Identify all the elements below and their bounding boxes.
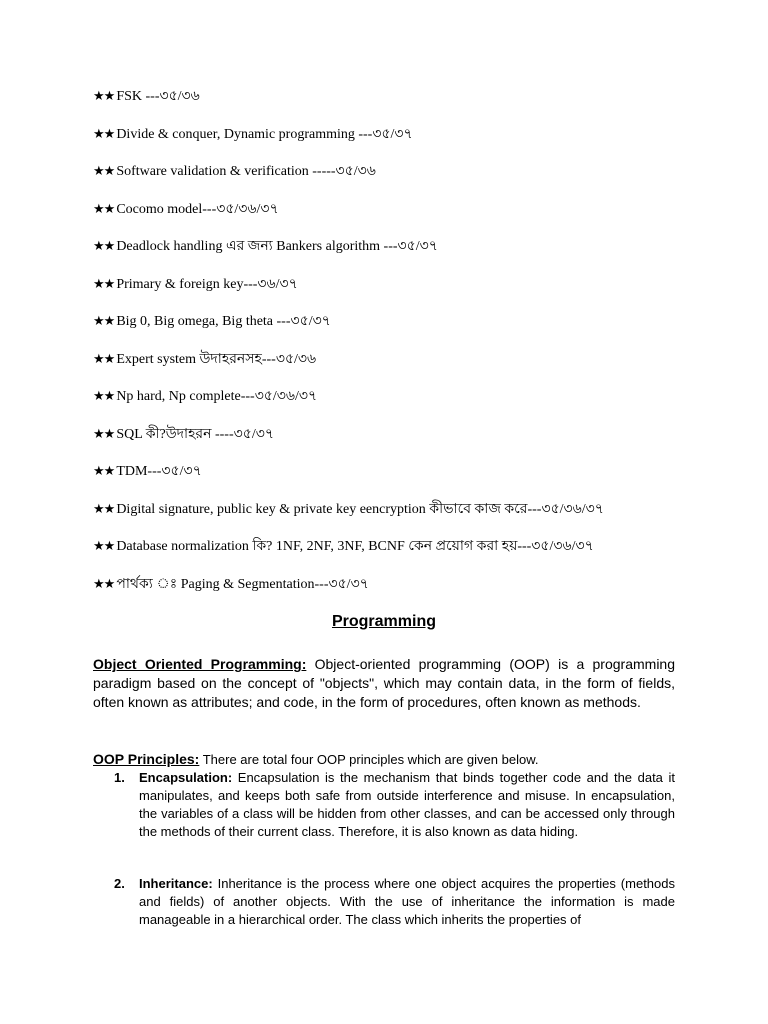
topic-text: পার্থক্য ঃ Paging & Segmentation---৩৫/৩৭ (116, 577, 369, 592)
topic-item (93, 163, 376, 181)
topic-text: Primary & foreign key---৩৬/৩৭ (116, 277, 298, 292)
star-icon: ★★ (93, 464, 115, 479)
item-name: Encapsulation: (139, 770, 233, 785)
topic-text: Np hard, Np complete---৩৫/৩৬/৩৭ (116, 389, 318, 404)
principles-term: OOP Principles: (93, 751, 200, 767)
star-icon: ★★ (93, 352, 115, 367)
star-icon: ★★ (93, 502, 115, 517)
topic-text: Big 0, Big omega, Big theta ---৩৫/৩৭ (116, 314, 331, 329)
topic-text: FSK ---৩৫/৩৬ (116, 89, 200, 104)
topic-item (93, 388, 317, 406)
section-heading: Programming (331, 613, 436, 630)
topic-item (93, 538, 594, 556)
topic-item (93, 501, 604, 519)
topic-item (93, 313, 331, 331)
topic-text: SQL কী?উদাহরন ----৩৫/৩৭ (116, 427, 274, 442)
principles-intro (93, 750, 675, 769)
star-icon: ★★ (93, 389, 115, 404)
star-icon: ★★ (93, 164, 115, 179)
star-icon: ★★ (93, 239, 115, 254)
star-icon: ★★ (93, 314, 115, 329)
topic-text: Digital signature, public key & private key eencryption কীভাবে কাজ করে---৩৫/৩৬/৩৭ (116, 502, 604, 517)
star-icon: ★★ (93, 277, 115, 292)
topic-item (93, 201, 279, 219)
principles-text: There are total four OOP principles which are given below. (199, 752, 539, 767)
star-icon: ★★ (93, 539, 115, 554)
topic-item (93, 351, 316, 369)
topic-item (93, 88, 200, 106)
list-number: 2. (114, 876, 125, 891)
item-text: Encapsulation is the mechanism that binds together code and the data it manipulates, and keeps both safe from outside interference and misuse. In encapsulation, the variables of a class will be hidden from other classes, and can be accessed only through the methods of their current class. Therefore, it is also known as data hiding. (139, 770, 675, 839)
topic-text: Database normalization কি? 1NF, 2NF, 3NF, BCNF কেন প্রয়োগ করা হয়---৩৫/৩৬/৩৭ (116, 539, 594, 554)
topic-item (93, 463, 202, 481)
topic-text: Software validation & verification -----৩৫/৩৬ (116, 164, 376, 179)
star-icon: ★★ (93, 577, 115, 592)
topic-item (93, 276, 298, 294)
item-name: Inheritance: (139, 876, 213, 891)
topic-item (93, 238, 438, 256)
topic-item (93, 426, 274, 444)
topic-item (93, 126, 413, 144)
item-text: Inheritance is the process where one object acquires the properties (methods and fields) of another objects. With the use of inheritance the information is made manageable in a hierarchical order. The class which inherits the properties of (139, 876, 675, 927)
star-icon: ★★ (93, 202, 115, 217)
topic-text: Deadlock handling এর জন্য Bankers algorithm ---৩৫/৩৭ (116, 239, 438, 254)
oop-paragraph (93, 655, 675, 712)
topic-text: Expert system উদাহরনসহ---৩৫/৩৬ (116, 352, 317, 367)
topic-text: TDM---৩৫/৩৭ (116, 464, 202, 479)
star-icon: ★★ (93, 127, 115, 142)
star-icon: ★★ (93, 89, 115, 104)
list-item (114, 875, 675, 929)
oop-term: Object Oriented Programming: (93, 656, 307, 672)
topic-item (93, 576, 369, 594)
list-number: 1. (114, 770, 125, 785)
list-item (114, 769, 675, 841)
oop-text: Object-oriented programming (OOP) is a programming paradigm based on the concept of "objects", which may contain data, in the form of fields, often known as attributes; and code, in the form of procedures, often known as methods. (93, 656, 675, 710)
topic-text: Cocomo model---৩৫/৩৬/৩৭ (116, 202, 279, 217)
star-icon: ★★ (93, 427, 115, 442)
topic-text: Divide & conquer, Dynamic programming ---৩৫/৩৭ (116, 127, 413, 142)
